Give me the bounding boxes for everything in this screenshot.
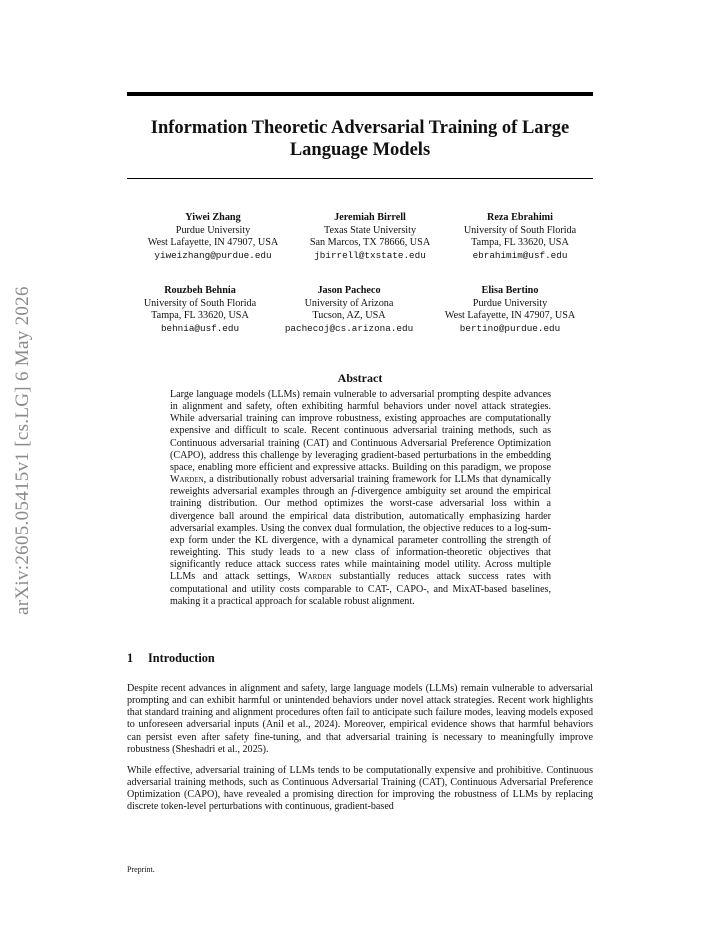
paper-title: Information Theoretic Adversarial Training of Large Language Models (150, 118, 570, 160)
author-block (130, 285, 270, 335)
section-title: Introduction (148, 651, 215, 665)
author-affiliation: Purdue University (472, 297, 548, 309)
author-email: bertino@purdue.edu (459, 322, 561, 334)
author-block (430, 285, 590, 335)
author-address: West Lafayette, IN 47907, USA (147, 237, 279, 248)
author-name: Rouzbeh Behnia (164, 285, 236, 296)
arxiv-id-text: arXiv:2605.05415v1 [cs.LG] 6 May 2026 (12, 286, 33, 615)
author-email: behnia@usf.edu (160, 322, 240, 334)
author-email: pachecoj@cs.arizona.edu (284, 322, 414, 334)
footer-note: Preprint. (127, 865, 155, 874)
title-bottom-rule (127, 178, 593, 179)
author-block (133, 212, 293, 262)
author-block (293, 212, 447, 262)
author-address: Tampa, FL 33620, USA (151, 310, 249, 321)
method-name: Warden (170, 474, 204, 486)
author-name: Jason Pacheco (317, 285, 381, 296)
title-top-rule (127, 92, 593, 96)
author-block (276, 285, 422, 335)
author-address: West Lafayette, IN 47907, USA (444, 310, 576, 321)
author-address: Tampa, FL 33620, USA (471, 237, 569, 248)
author-affiliation: University of Arizona (304, 297, 394, 309)
author-name: Elisa Bertino (481, 285, 539, 296)
author-email: ebrahimim@usf.edu (472, 249, 568, 261)
author-affiliation: Texas State University (323, 224, 417, 236)
author-name: Jeremiah Birrell (334, 212, 406, 223)
intro-paragraph: While effective, adversarial training of LLMs tends to be computationally expensive and prohibitive. Continuous adversarial training methods, such as Continuous Adversarial Training (CAT), Continuous Adversarial Preference Optimization (CAPO), have revealed a promising direction for improving the robustness of LLMs by replacing discrete token-level perturbations with continuous, gradient-based (127, 765, 593, 813)
section-heading (127, 651, 215, 666)
author-address: Tucson, AZ, USA (312, 310, 386, 321)
author-affiliation: University of South Florida (143, 297, 257, 309)
abstract-text: Large language models (LLMs) remain vulnerable to adversarial prompting despite advances in alignment and safety, often exhibiting harmful behaviors under novel attack strategies. While adversarial training can improve robustness, existing approaches are computationally expensive and difficult to scale. Recent continuous adversarial training methods, such as Continuous adversarial training (CAT) and Continuous Adversarial Preference Optimization (CAPO), address this challenge by leveraging gradient-based perturbations in the embedding space, enabling more efficient and expressive attacks. Building on this paradigm, we propose Warden, a distributionally robust adversarial training framework for LLMs that dynamically reweights adversarial examples through an f-divergence ambiguity set around the empirical training distribution. Our method optimizes the worst-case adversarial loss within a divergence ball around the empirical data distribution, automatically emphasizing harder adversarial examples. Using the convex dual formulation, the objective reduces to a log-sum-exp form under the KL divergence, with a dynamical parameter controlling the strength of reweighting. This study leads to a new class of information-theoretic objectives that significantly reduce attack success rates while maintaining model utility. Across multiple LLMs and attack settings, Warden substantially reduces attack success rates with computational and utility costs comparable to CAT-, CAPO-, and MixAT-based baselines, making it a practical approach for scalable robust alignment. (170, 389, 551, 607)
f-symbol: f (351, 486, 355, 498)
author-address: San Marcos, TX 78666, USA (309, 237, 431, 248)
abstract-heading: Abstract (337, 371, 383, 385)
method-name: Warden (298, 571, 332, 583)
author-block (447, 212, 593, 262)
author-email: yiweizhang@purdue.edu (154, 249, 272, 261)
author-name: Reza Ebrahimi (487, 212, 553, 223)
author-email: jbirrell@txstate.edu (314, 249, 426, 261)
author-affiliation: Purdue University (175, 224, 251, 236)
author-affiliation: University of South Florida (463, 224, 577, 236)
section-number: 1 (127, 651, 134, 665)
author-name: Yiwei Zhang (185, 212, 241, 223)
intro-paragraph: Despite recent advances in alignment and safety, large language models (LLMs) remain vulnerable to adversarial prompting and can exhibit harmful or unintended behaviors under novel attack strategies. Recent work highlights that standard training and alignment procedures often fail to anticipate such failure modes, leaving models exposed to unforeseen adversarial inputs (Anil et al., 2024). Moreover, empirical evidence shows that harmful behaviors can persist even after safety fine-tuning, and that adversarial training is necessary to meaningfully improve robustness (Sheshadri et al., 2025). (127, 683, 593, 755)
